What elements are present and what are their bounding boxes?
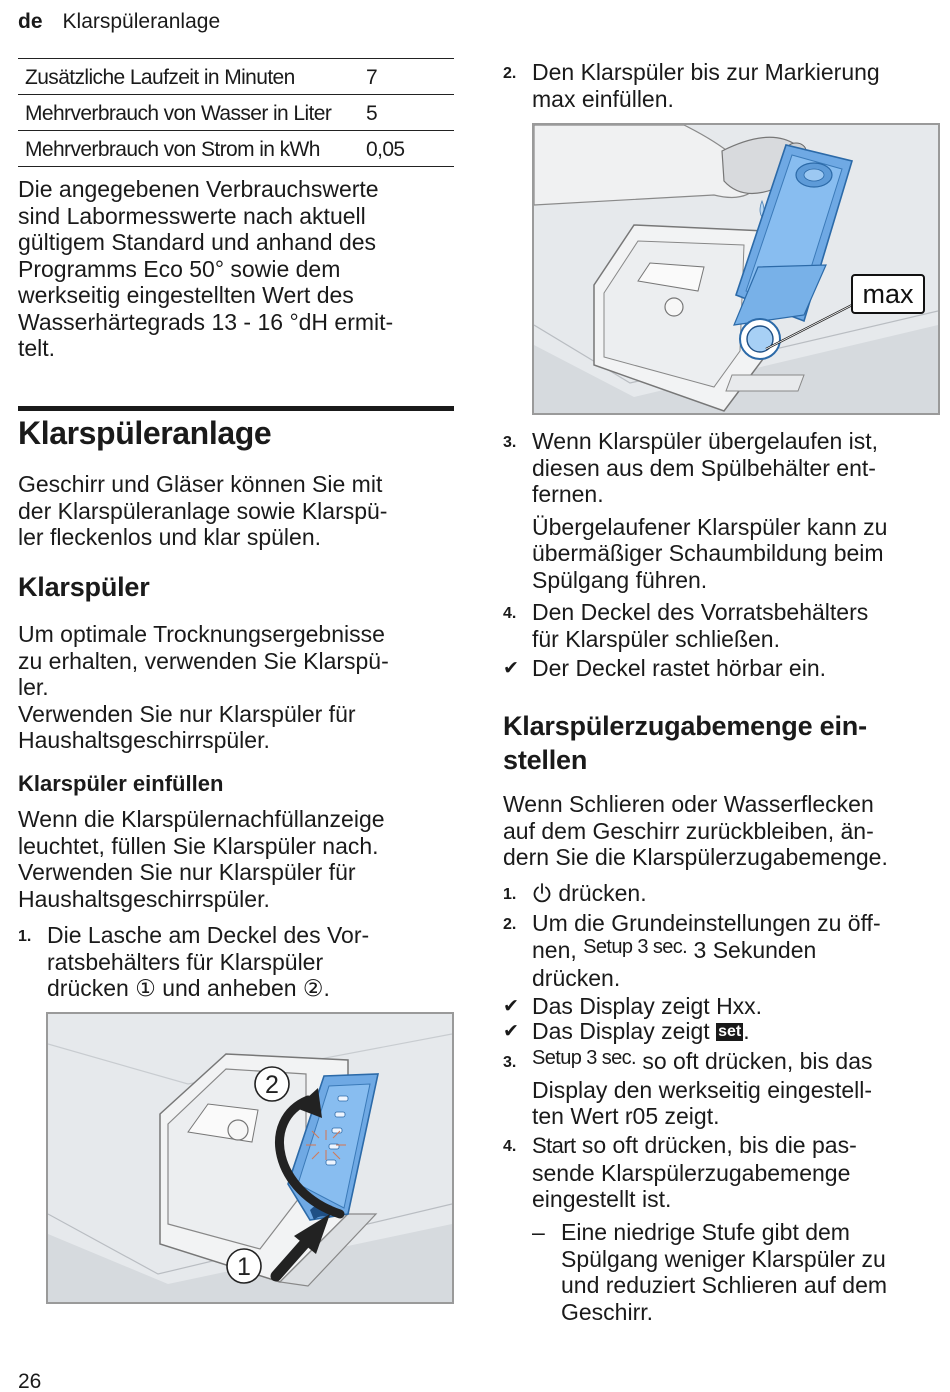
table-cell-label: Zusätzliche Laufzeit in Minuten (18, 59, 366, 95)
setup-button-label: Setup 3 sec. (583, 935, 688, 958)
check-icon: ✔ (503, 658, 519, 679)
result-display-hxx: ✔ Das Display zeigt Hxx. (503, 993, 763, 1019)
table-cell-value: 0,05 (366, 131, 454, 167)
dash-bullet: – (532, 1219, 545, 1245)
table-cell-label: Mehrverbrauch von Wasser in Liter (18, 95, 366, 131)
step-number: 1. (503, 886, 517, 903)
sub-paragraph: Um optimale Trocknungsergebnisse zu erhalten, verwenden Sie Klarspü- ler. Verwenden Sie nur Klarspüler für Haushaltsgeschirrspüler. (18, 621, 389, 753)
start-button-label: Start (532, 1133, 576, 1158)
main-heading: Klarspüleranlage (18, 415, 272, 451)
power-icon (532, 882, 552, 904)
dosage-step-1: 1. drücken. (503, 880, 940, 908)
table-cell-value: 7 (366, 59, 454, 95)
fill-heading: Klarspüler einfüllen (18, 771, 224, 796)
page-header (18, 10, 220, 34)
check-icon: ✔ (503, 1021, 519, 1042)
step-note: Übergelaufener Klarspüler kann zu übermäßiger Schaumbildung beim Spülgang führen. (532, 513, 888, 593)
figure-fill-max (532, 123, 940, 415)
step-4: 4. Den Deckel des Vorratsbehälters für Klarspüler schließen. (503, 599, 869, 652)
sub-heading: Klarspüler (18, 572, 150, 602)
dosage-step-4: 4. Start so oft drücken, bis die pas- sende Klarspülerzugabemenge eingestellt ist. (503, 1132, 857, 1212)
fill-paragraph: Wenn die Klarspülernachfüllanzeige leuchtet, füllen Sie Klarspüler nach. Verwenden Sie nur Klarspüler für Haushaltsgeschirrspüler. (18, 806, 385, 912)
dosage-step-2: 2. Um die Grundeinstellungen zu öff- nen, Setup 3 sec. 3 Sekunden drücken. (503, 910, 881, 991)
setup-button-label: Setup 3 sec. (532, 1047, 636, 1069)
step-2: 2. Den Klarspüler bis zur Markierung max einfüllen. (503, 59, 880, 112)
callout-1: 1 (237, 1253, 251, 1281)
step-number: 2. (503, 916, 517, 933)
max-label: max (862, 279, 914, 309)
step-3: 3. Wenn Klarspüler übergelaufen ist, diesen aus dem Spülbehälter ent- fernen. Übergelaufener Klarspüler kann zu übermäßiger Schaumbildung beim Spülgang führen. (503, 428, 888, 593)
callout-2: 2 (265, 1071, 279, 1099)
dispenser-fill-illustration (534, 125, 938, 413)
language-code: de (18, 10, 43, 33)
step-1: 1. Die Lasche am Deckel des Vor- ratsbehälters für Klarspüler drücken ① und anheben ②. (18, 922, 370, 1001)
dosage-heading: Klarspülerzugabemenge ein- stellen (503, 711, 867, 775)
section-divider (18, 406, 454, 411)
table-row (18, 131, 454, 167)
consumption-table (18, 58, 454, 167)
step-number: 4. (503, 1138, 517, 1155)
dosage-hint: – Eine niedrige Stufe gibt dem Spülgang weniger Klarspüler zu und reduziert Schlieren auf dem Geschirr. (532, 1219, 888, 1325)
table-cell-label: Mehrverbrauch von Strom in kWh (18, 131, 366, 167)
table-cell-value: 5 (366, 95, 454, 131)
table-row (18, 59, 454, 95)
step-number: 3. (503, 1054, 517, 1071)
set-display-badge: set (718, 1023, 742, 1040)
result-display-set: ✔ Das Display zeigt set. (503, 1018, 750, 1044)
dosage-paragraph: Wenn Schlieren oder Wasserflecken auf dem Geschirr zurückbleiben, än- dern Sie die Klarspülerzugabemenge. (503, 791, 888, 870)
dosage-step-3: 3. Setup 3 sec. so oft drücken, bis das Display den werkseitig eingestell- ten Wert r05 zeigt. (503, 1047, 873, 1129)
step-number: 3. (503, 434, 517, 451)
step-number: 1. (18, 928, 32, 945)
check-icon: ✔ (503, 996, 519, 1017)
result-lid-clicks: ✔ Der Deckel rastet hörbar ein. (503, 655, 827, 681)
section-title: Klarspüleranlage (62, 10, 221, 33)
step-number: 4. (503, 605, 517, 622)
consumption-note: Die angegebenen Verbrauchswerte sind Labormesswerte nach aktuell gültigem Standard und anhand des Programms Eco 50° sowie dem werkseitig eingestellten Wert des Wasserhärtegrads 13 - 16 °dH ermit- telt. (18, 176, 394, 361)
page-number: 26 (18, 1370, 42, 1392)
step-number: 2. (503, 65, 517, 82)
dispenser-open-illustration (48, 1014, 452, 1302)
table-row (18, 95, 454, 131)
figure-open-lid (46, 1012, 454, 1304)
main-paragraph: Geschirr und Gläser können Sie mit der Klarspüleranlage sowie Klarspü- ler fleckenlos und klar spülen. (18, 471, 388, 550)
